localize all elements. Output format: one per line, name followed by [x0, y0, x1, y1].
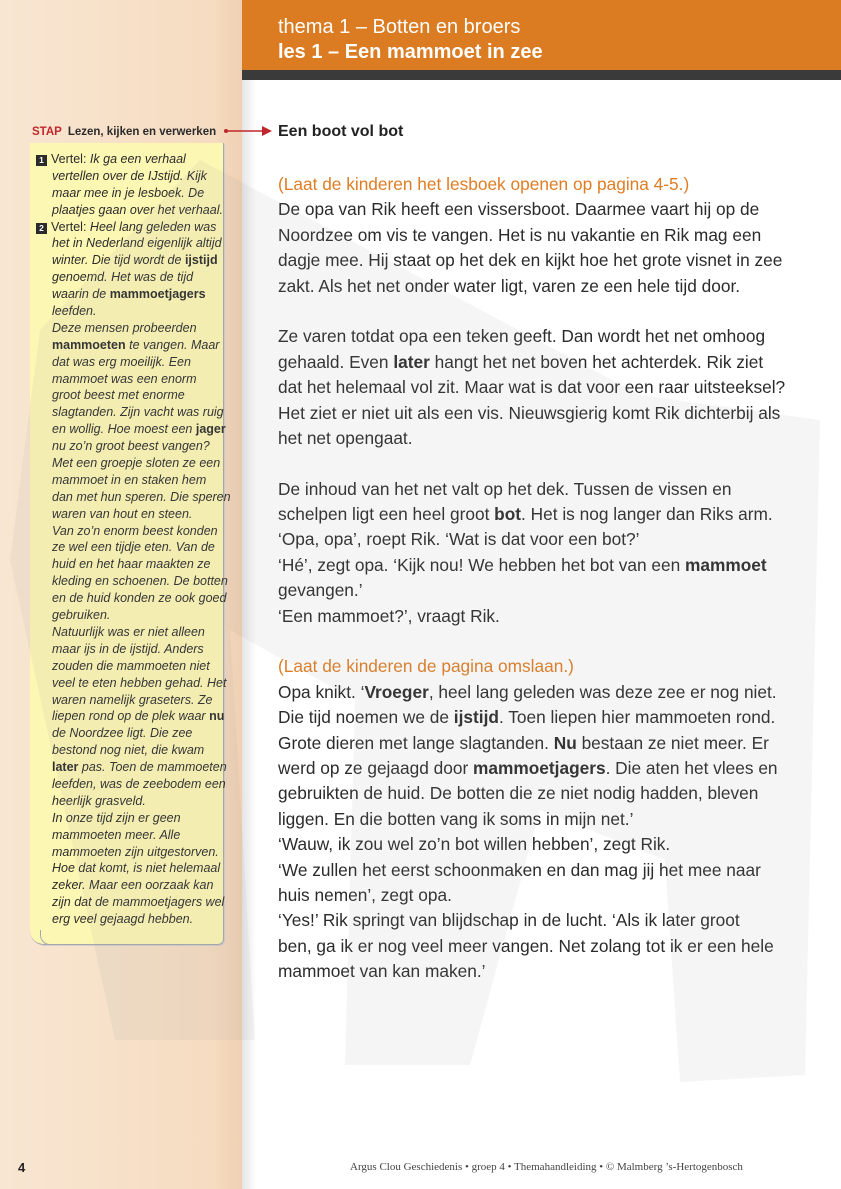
note-line [36, 624, 222, 641]
note-line [36, 590, 227, 607]
note-line [36, 489, 231, 506]
keyword: Vroeger [364, 681, 429, 702]
note-text-segment: Deze mensen probeerden [52, 320, 197, 335]
note-line [36, 185, 222, 202]
story-text-segment: . Die aten het vlees en [605, 757, 778, 778]
story-line [278, 908, 818, 933]
note-line [36, 303, 222, 320]
story-text-segment: De inhoud van het net valt op het dek. Tussen de vissen en [278, 478, 732, 499]
note-line [36, 556, 222, 573]
story-text-segment: mammoet van kan maken.’ [278, 961, 486, 982]
keyword: mammoeten [52, 337, 126, 352]
note-text-segment: mammoeten zijn uitgestorven. [52, 844, 219, 859]
note-text-segment: slagtanden. Zijn vacht was ruig [52, 405, 224, 420]
story-line [278, 680, 818, 705]
note-text-segment: genoemd. Het was de tijd [52, 270, 194, 285]
note-line [36, 658, 222, 675]
paragraph-gap [278, 451, 818, 476]
note-text-segment: huid en het haar maakten ze [52, 557, 211, 572]
instruction-text: (Laat de kinderen de pagina omslaan.) [278, 656, 574, 677]
note-text-segment: Vertel: [51, 152, 90, 166]
note-text-segment: Ik ga een verhaal [89, 152, 186, 166]
note-line [36, 641, 222, 658]
story-line [278, 223, 818, 248]
note-line [36, 168, 222, 185]
story-text-segment: . Toen liepen hier mammoeten rond. [498, 707, 776, 728]
note-line [36, 793, 222, 810]
story-line [278, 502, 818, 527]
story-text-segment: De opa van Rik heeft een vissersboot. Daarmee vaart hij op de [278, 199, 760, 220]
note-text-segment: kleding en schoenen. De botten [52, 574, 228, 589]
keyword: ijstijd [453, 707, 499, 728]
note-text-segment: plaatjes gaan over het verhaal. [52, 202, 223, 217]
story-text-segment: hangt het net boven het achterdek. Rik ziet [429, 351, 764, 372]
note-text-segment: leefden, was de zeebodem een [52, 776, 226, 791]
step-number-badge: 2 [36, 223, 47, 234]
note-text-segment: Met een groepje sloten ze een [52, 456, 221, 471]
keyword: mammoet [685, 554, 767, 575]
story-text-segment: bestaan ze niet meer. Er [576, 732, 769, 753]
note-line [36, 692, 222, 709]
note-text-segment: mammoet in en staken hem [52, 472, 207, 487]
story-line [278, 705, 818, 730]
story-text-segment: werd op ze gejaagd door [278, 757, 474, 778]
note-text-segment: Hoe dat komt, is niet helemaal [52, 861, 221, 876]
story-line [278, 959, 818, 984]
story-text-segment: gehaald. Even [278, 351, 394, 372]
note-text-segment: vertellen over de IJstijd. Kijk [52, 168, 207, 183]
story-line [278, 731, 818, 756]
stap-label: STAP [32, 126, 62, 138]
note-line [36, 573, 228, 590]
story-text-segment: zakt. Als het net onder water ligt, varen ze een hele tijd door. [278, 275, 741, 296]
note-text-segment: Van zo’n enorm beest konden [52, 523, 218, 538]
note-line [36, 252, 222, 269]
note-text-segment: ze wel een tijdje eten. Van de [52, 540, 215, 555]
story-line [278, 350, 818, 375]
story-text-segment: ‘We zullen het eerst schoonmaken en dan mag jij het mee naar [278, 859, 761, 880]
story-text-segment: het net opengaat. [278, 427, 413, 448]
note-line [36, 421, 226, 438]
note-line [36, 725, 222, 742]
instruction-text: (Laat de kinderen het lesboek openen op pagina 4-5.) [278, 174, 690, 194]
arrow-connector-icon [224, 123, 274, 139]
story-line [278, 527, 818, 552]
paragraph-gap [278, 299, 818, 324]
note-line [36, 860, 222, 877]
instruction-line [278, 654, 818, 679]
note-text-segment: heerlijk grasveld. [52, 793, 146, 808]
step-number-badge: 1 [36, 155, 47, 166]
note-line [36, 759, 227, 776]
note-text-segment: gebruiken. [52, 608, 111, 623]
theme-title: thema 1 – Botten en broers [278, 16, 521, 38]
note-line [36, 269, 222, 286]
story-line [278, 781, 818, 806]
story-text-segment: gevangen.’ [278, 580, 363, 601]
story-text-segment: ‘Wauw, ik zou wel zo’n bot willen hebben’, zegt Rik. [278, 834, 671, 855]
note-line [36, 506, 222, 523]
note-line [36, 286, 222, 303]
note-text-segment: de Noordzee ligt. Die zee [52, 726, 193, 741]
story-line [278, 401, 818, 426]
story-text-segment: ‘Hé’, zegt opa. ‘Kijk nou! We hebben het bot van een [278, 554, 686, 575]
note-line [36, 607, 222, 624]
note-text-segment: Vertel: [51, 219, 90, 234]
note-text-segment: winter. Die tijd wordt de [52, 253, 185, 268]
story-line [278, 426, 818, 451]
story-text-segment: . Het is nog langer dan Riks arm. [521, 504, 773, 525]
story-text-segment: dagje mee. Hij staat op het dek en kijkt hoe het grote visnet in zee [278, 250, 783, 271]
note-line [36, 320, 222, 337]
note-text-segment: leefden. [52, 304, 97, 319]
story-text-segment: Ze varen totdat opa een teken geeft. Dan wordt het net omhoog [278, 326, 766, 347]
note-line [36, 539, 222, 556]
note-text-segment: bestond nog niet, die kwam [52, 743, 205, 758]
note-line [36, 337, 222, 354]
note-line [36, 776, 226, 793]
footer-credit: Argus Clou Geschiedenis • groep 4 • Themahandleiding • © Malmberg ’s-Hertogenbosch [350, 1161, 743, 1173]
story-text-segment: , heel lang geleden was deze zee er nog niet. [428, 681, 777, 702]
note-line [36, 877, 222, 894]
keyword: later [52, 760, 79, 775]
story-text-segment: Het ziet er niet uit als een vis. Nieuwsgierig komt Rik dichterbij als [278, 402, 781, 423]
note-text-segment: nu zo’n groot beest vangen? [52, 439, 210, 454]
story-line [278, 553, 818, 578]
note-line [36, 404, 222, 421]
note-line [36, 455, 222, 472]
note-text-segment: liepen rond op de plek waar [52, 709, 210, 724]
note-line [36, 708, 225, 725]
note-line [36, 235, 222, 252]
note-line [36, 523, 222, 540]
story-line [278, 375, 818, 400]
note-line [36, 387, 222, 404]
story-title: Een boot vol bot [278, 123, 404, 140]
story-text [278, 172, 818, 985]
page-number: 4 [18, 1160, 26, 1175]
story-line [278, 807, 818, 832]
keyword: mammoetjagers [473, 757, 606, 778]
keyword: Nu [553, 732, 577, 753]
note-text-segment: Natuurlijk was er niet alleen [52, 624, 205, 639]
note-text-segment: Heel lang geleden was [89, 219, 217, 234]
story-text-segment: Opa knikt. ‘ [278, 681, 365, 702]
story-text-segment: Noordzee om vis te vangen. Het is nu vakantie en Rik mag een [278, 224, 762, 245]
note-text-segment: het in Nederland eigenlijk altijd [52, 236, 222, 251]
keyword: bot [494, 504, 522, 525]
note-text-segment: zijn dat de mammoetjagers wel [52, 895, 225, 910]
teacher-note-text [36, 151, 231, 928]
story-line [278, 604, 818, 629]
note-text-segment: mammoet was een enorm [52, 371, 197, 386]
story-text-segment: schelpen ligt een heel groot [278, 504, 495, 525]
story-text-segment: ben, ga ik er nog veel meer vangen. Net zolang tot ik er een hele [278, 935, 774, 956]
sidebar-shadow [242, 0, 256, 1189]
note-text-segment: veel te eten hebben gehad. Het [52, 675, 227, 690]
note-line [36, 438, 222, 455]
story-line [278, 274, 818, 299]
note-text-segment: groot beest met enorme [52, 388, 185, 403]
note-line [36, 827, 222, 844]
note-text-segment: pas. Toen de mammoeten [78, 760, 227, 775]
note-text-segment: waren namelijk graseters. Ze [52, 692, 213, 707]
note-line [36, 202, 222, 219]
note-text-segment: en wollig. Hoe moest een [52, 422, 196, 437]
story-line [278, 578, 818, 603]
note-line [36, 354, 222, 371]
note-line [36, 151, 222, 168]
story-line [278, 858, 818, 883]
note-line [36, 742, 222, 759]
stap-title: Lezen, kijken en verwerken [67, 126, 217, 138]
story-line [278, 934, 818, 959]
note-line [36, 810, 222, 827]
story-line [278, 197, 818, 222]
note-text-segment: erg veel gejaagd hebben. [52, 912, 194, 927]
story-text-segment: gebruikten de huid. De botten die ze niet nodig hadden, bleven [278, 783, 759, 804]
story-line [278, 832, 818, 857]
story-text-segment: ‘Yes!’ Rik springt van blijdschap in de lucht. ‘Als ik later groot [278, 910, 740, 931]
keyword: later [393, 351, 430, 372]
note-text-segment: zeker. Maar een oorzaak kan [52, 878, 214, 893]
story-text-segment: huis nemen’, zegt opa. [278, 884, 452, 905]
story-text-segment: Die tijd noemen we de [278, 707, 454, 728]
story-line [278, 756, 818, 781]
keyword: mammoetjagers [109, 287, 206, 302]
note-text-segment: te vangen. Maar [125, 337, 220, 352]
instruction-line [278, 172, 818, 197]
keyword: jager [195, 422, 226, 437]
story-text-segment: ‘Een mammoet?’, vraagt Rik. [278, 605, 500, 626]
story-line [278, 324, 818, 349]
note-text-segment: mammoeten meer. Alle [52, 827, 181, 842]
note-text-segment: maar ijs in de ijstijd. Anders [52, 641, 204, 656]
note-line [36, 472, 222, 489]
note-text-segment: In onze tijd zijn er geen [52, 810, 181, 825]
note-text-segment: dan met hun speren. Die speren [52, 489, 231, 504]
lesson-title: les 1 – Een mammoet in zee [278, 41, 543, 63]
keyword: nu [209, 709, 225, 724]
story-line [278, 477, 818, 502]
header-divider [242, 70, 841, 80]
note-text-segment: dat was erg moeilijk. Een [52, 354, 191, 369]
paragraph-gap [278, 629, 818, 654]
note-line [36, 911, 222, 928]
story-text-segment: Grote dieren met lange slagtanden. [278, 732, 554, 753]
story-text-segment: liggen. En die botten vang ik soms in mijn net.’ [278, 808, 634, 829]
note-text-segment: waarin de [52, 287, 110, 302]
note-text-segment: waren van hout en steen. [52, 506, 193, 521]
note-line [36, 675, 227, 692]
note-line [36, 844, 222, 861]
story-line [278, 883, 818, 908]
note-text-segment: en de huid konden ze ook goed [52, 591, 227, 606]
note-line [36, 219, 222, 236]
story-line [278, 248, 818, 273]
keyword: ijstijd [184, 253, 218, 268]
note-line [36, 894, 225, 911]
note-text-segment: zouden die mammoeten niet [52, 658, 210, 673]
stap-header [32, 125, 216, 139]
story-text-segment: dat het helemaal vol zit. Maar wat is dat voor een raar uitsteeksel? [278, 377, 786, 398]
note-line [36, 371, 222, 388]
story-text-segment: ‘Opa, opa’, roept Rik. ‘Wat is dat voor een bot?’ [278, 529, 640, 550]
note-text-segment: maar mee in je lesboek. De [52, 185, 205, 200]
